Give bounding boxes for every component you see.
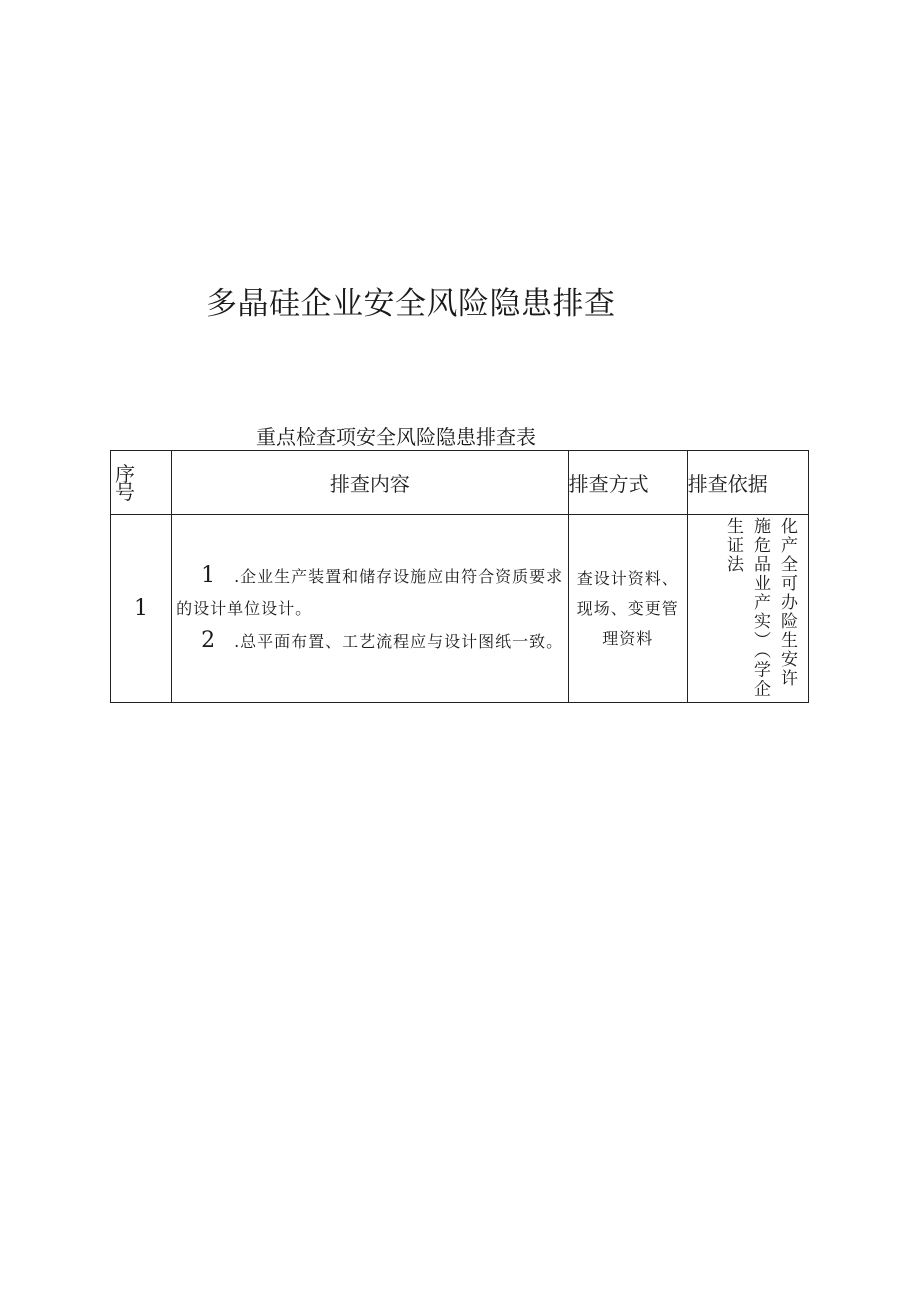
header-serial-line2: 号 xyxy=(115,479,135,504)
content-item xyxy=(176,625,564,658)
header-serial-line1: 序 xyxy=(115,461,135,486)
table-header-row xyxy=(111,451,809,515)
row-method: 查设计资料、现场、变更管理资料 xyxy=(568,515,687,703)
header-serial-number xyxy=(111,451,172,515)
row-content xyxy=(172,515,569,703)
header-content: 排查内容 xyxy=(172,451,569,515)
row-basis-cell xyxy=(687,515,808,703)
content-item-number: 1 xyxy=(201,562,217,588)
document-title: 多晶硅企业安全风险隐患排查 xyxy=(206,286,616,322)
header-method: 排查方式 xyxy=(568,451,687,515)
row-basis: 化产全可办险生安许施危品业产实）（学企生证法 xyxy=(723,517,797,699)
table-caption: 重点检查项安全风险隐患排查表 xyxy=(256,425,536,449)
content-item xyxy=(176,560,564,625)
content-item-text: .总平面布置、工艺流程应与设计图纸一致。 xyxy=(234,631,564,651)
inspection-table xyxy=(110,450,809,703)
header-basis: 排查依据 xyxy=(687,451,808,515)
row-serial-number: 1 xyxy=(111,515,172,703)
table-row xyxy=(111,515,809,703)
content-item-number: 2 xyxy=(201,627,217,653)
content-item-text: .企业生产装置和储存设施应由符合资质要求的设计单位设计。 xyxy=(176,566,564,618)
